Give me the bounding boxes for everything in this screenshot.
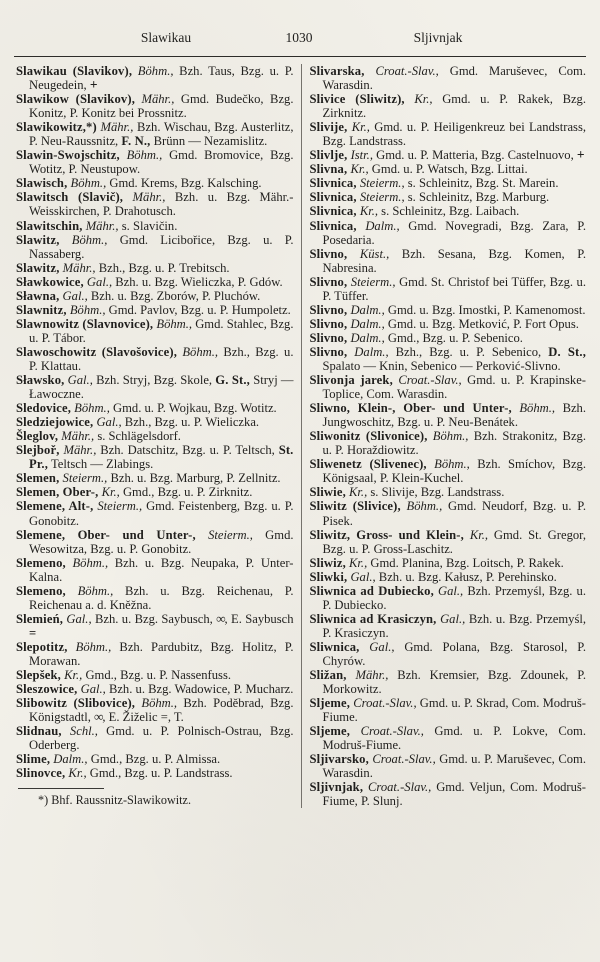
- footnote-text: *) Bhf. Raussnitz-Slawikowitz.: [38, 793, 192, 808]
- gazetteer-entry: [16, 415, 294, 429]
- entry-region: Mähr.,: [135, 92, 175, 107]
- entry-text: Gmd. Planina, Bzg. Loitsch, P. Rakek.: [367, 555, 564, 570]
- entry-text: Gmd. Wesowitza, Bzg. u. P. Gonobitz.: [29, 527, 294, 556]
- entry-headword: Sliwitz (Slivice),: [309, 499, 401, 514]
- gazetteer-entry: [16, 696, 294, 724]
- entry-text: Bzh. Pardubitz, Bzg. Holitz, P. Morawan.: [29, 639, 294, 668]
- gazetteer-entry: [16, 289, 294, 303]
- entry-region: Gal.,: [436, 611, 466, 626]
- entry-region: Mähr.,: [346, 668, 389, 683]
- entry-headword: Slemene, Alt-,: [16, 499, 94, 514]
- entry-text: Bzh. u. Bzg. Zborów, P. Pluchów.: [87, 288, 261, 303]
- entry-text: Spalato — Knin, Sebenico — Perković-Slivno.: [322, 358, 561, 373]
- entry-text: Bzh. Przemyśl, Bzg. u. P. Dubiecko.: [322, 583, 586, 612]
- entry-text: Gmd., Bzg. u. P. Almissa.: [87, 752, 221, 767]
- entry-headword: Slawitz,: [16, 232, 60, 247]
- entry-headword: Slivno,: [309, 330, 348, 345]
- entry-headword: Slibowitz (Slibovice),: [16, 696, 136, 711]
- gazetteer-entry: [309, 373, 586, 401]
- gazetteer-entry: [16, 190, 294, 218]
- entry-text: Bzh. u. Bzg. Kałusz, P. Perehinsko.: [375, 569, 557, 584]
- entry-text: Gmd., Bzg. u. P. Nassenfuss.: [82, 668, 231, 683]
- entry-text: Gmd. Veljun, Com. Modruš-Fiume, P. Slunj.: [322, 780, 587, 809]
- entry-headword: Slawin-Swojschitz,: [16, 148, 120, 163]
- entry-region: Mähr.,: [58, 429, 95, 444]
- entry-region: Dalm.,: [356, 218, 400, 233]
- gazetteer-entry: [309, 640, 586, 668]
- entry-headword: Sliwitz, Gross- und Klein-,: [309, 527, 464, 542]
- gazetteer-entry: [309, 64, 586, 92]
- header-right-keyword: Sljivnjak: [413, 30, 463, 45]
- entry-region: Mähr.,: [59, 443, 97, 458]
- entry-text: s. Slivije, Bzg. Landstrass.: [367, 485, 505, 500]
- entry-text: Bzh. Stryj, Bzg. Skole,: [92, 373, 216, 388]
- entry-region: Steierm.,: [356, 176, 405, 191]
- entry-headword: St. Pr.,: [29, 443, 294, 472]
- entry-text: Gmd. Bromovice, Bzg. Wotitz, P. Neustupow.: [29, 148, 294, 177]
- entry-headword: Slivnica,: [309, 176, 357, 191]
- gazetteer-entry: [16, 766, 294, 780]
- entry-region: Kr.,: [345, 485, 368, 500]
- entry-headword: Slivno,: [309, 344, 348, 359]
- entry-text: s. Schleinitz, Bzg. Laibach.: [378, 204, 520, 219]
- entry-text: Gmd., Bzg. u. P. Landstrass.: [86, 766, 233, 781]
- gazetteer-entry: [309, 219, 586, 247]
- header-rule: [14, 56, 586, 57]
- entry-text: Bzh., Bzg. u. P. Sebenico,: [388, 344, 549, 359]
- gazetteer-entry: [309, 92, 586, 120]
- entry-headword: Sledovice,: [16, 401, 72, 416]
- gazetteer-entry: [16, 471, 294, 485]
- entry-region: Kr.,: [463, 527, 489, 542]
- entry-headword: Slivnica,: [309, 204, 357, 219]
- entry-region: Croat.-Slav.,: [364, 64, 439, 78]
- entry-text: Gmd. u. P. Rakek, Bzg. Zirknitz.: [322, 92, 586, 121]
- entry-headword: Slawikau (Slavikov),: [16, 64, 133, 78]
- entry-headword: Slivarska,: [309, 64, 365, 78]
- entry-headword: D. St.,: [548, 344, 587, 359]
- entry-headword: Slidnau,: [16, 724, 62, 739]
- entry-headword: Slawoschowitz (Slavošovice),: [16, 344, 177, 359]
- entry-region: Dalm.,: [347, 316, 385, 331]
- entry-headword: Sławsko,: [16, 373, 65, 388]
- entry-region: Kr.,: [60, 668, 83, 683]
- gazetteer-entry: [16, 345, 294, 373]
- entry-region: Croat.-Slav.,: [392, 373, 462, 388]
- entry-list-right: [309, 64, 586, 808]
- gazetteer-entry: [309, 148, 586, 162]
- entry-region: Böhm.,: [119, 148, 163, 163]
- entry-headword: Slawisch,: [16, 176, 68, 191]
- entry-region: Böhm.,: [177, 344, 219, 359]
- entry-region: Böhm.,: [59, 232, 108, 247]
- entry-region: Gal.,: [63, 611, 92, 626]
- entry-region: Croat.-Slav.,: [368, 752, 436, 767]
- entry-headword: Šleglov,: [16, 429, 59, 444]
- entry-headword: Slemen, Ober-,: [16, 485, 99, 500]
- gazetteer-entry: [16, 275, 294, 289]
- gazetteer-entry: [16, 303, 294, 317]
- gazetteer-entry: [16, 752, 294, 766]
- gazetteer-entry: [16, 612, 294, 640]
- entry-region: Steierm.,: [347, 274, 396, 289]
- entry-text: Gmd. u. P. Krapinske-Toplice, Com. Warasdin.: [322, 373, 586, 402]
- entry-text: s. Schlägelsdorf.: [94, 429, 181, 444]
- entry-text: Bzh. u. Bzg. Neupaka, P. Unter-Kalna.: [29, 555, 294, 584]
- entry-region: Kr.,: [404, 92, 433, 107]
- gazetteer-entry: [309, 556, 586, 570]
- entry-headword: Sliwiz,: [309, 555, 346, 570]
- entry-text: Gmd. u. P. Heiligenkreuz bei Landstrass, Bzg. Landstrass.: [322, 120, 587, 149]
- gazetteer-entry: [309, 176, 586, 190]
- cross-symbol: +: [89, 77, 98, 93]
- gazetteer-entry: [16, 92, 294, 120]
- tel-symbol: ∞: [94, 709, 103, 725]
- entry-text: Gmd. Feistenberg, Bzg. u. P. Gonobitz.: [29, 499, 294, 528]
- entry-text: Brünn — Nezamislitz.: [150, 134, 268, 149]
- entry-text: , E. Saybusch: [224, 611, 294, 626]
- entry-headword: Slawnitz,: [16, 302, 67, 317]
- gazetteer-entry: [309, 752, 586, 780]
- entry-text: s. Schleinitz, Bzg. Marburg.: [404, 190, 550, 205]
- entry-headword: Slivije,: [309, 120, 348, 135]
- entry-text: Gmd. u. P. Maruševec, Com. Warasdin.: [322, 752, 586, 781]
- entry-text: s. Slavičin.: [118, 218, 178, 233]
- entry-headword: Slivno,: [309, 246, 348, 261]
- entry-headword: Sliwnica,: [309, 639, 360, 654]
- entry-text: Gmd. St. Gregor, Bzg. u. P. Gross-Laschitz.: [322, 527, 586, 556]
- gazetteer-entry: [309, 570, 586, 584]
- entry-text: Bzh. Poděbrad, Bzg. Königstadtl,: [29, 696, 294, 725]
- entry-region: Kr.,: [356, 204, 379, 219]
- entry-region: Kr.,: [345, 555, 368, 570]
- entry-region: Mähr.,: [96, 120, 134, 135]
- entry-region: Dalm.,: [50, 752, 88, 767]
- gazetteer-entry: [16, 64, 294, 92]
- entry-text: Gmd. u. P. Matteria, Bzg. Castelnuovo,: [372, 148, 577, 163]
- entry-text: Gmd. u. Bzg. Imostki, P. Kamenomost.: [384, 302, 586, 317]
- entry-headword: Sližan,: [309, 668, 347, 683]
- entry-headword: Slivno,: [309, 302, 348, 317]
- entry-headword: Slejboř,: [16, 443, 60, 458]
- entry-text: Gmd. u. P. Skrad, Com. Modruš-Fiume.: [322, 696, 586, 725]
- gazetteer-entry: [16, 443, 294, 471]
- gazetteer-entry: [309, 162, 586, 176]
- entry-text: Gmd., Bzg. u. P. Zirknitz.: [119, 485, 253, 500]
- entry-region: Steierm.,: [356, 190, 405, 205]
- entry-headword: Sliwenetz (Slivenec),: [309, 457, 427, 472]
- gazetteer-entry: [309, 204, 586, 218]
- gazetteer-entry: [16, 373, 294, 401]
- entry-headword: Slawnowitz (Slavnovice),: [16, 316, 154, 331]
- entry-text: Bzh. Strakonitz, Bzg. u. P. Horaždiowitz.: [322, 429, 586, 458]
- entry-text: Bzh. Jungwoschitz, Bzg. u. P. Neu-Benátek.: [322, 401, 586, 430]
- entry-region: Schl.,: [61, 724, 98, 739]
- entry-text: Bzh. Taus, Bzg. u. P. Neugedein,: [29, 64, 294, 93]
- entry-region: Böhm.,: [400, 499, 443, 514]
- entry-headword: Slivnica,: [309, 190, 357, 205]
- entry-headword: Sliwki,: [309, 569, 348, 584]
- entry-text: Gmd. u. P. Polnisch-Ostrau, Bzg. Oderberg.: [29, 724, 294, 753]
- gazetteer-entry: [16, 485, 294, 499]
- entry-text: Gmd. u. P. Wojkau, Bzg. Wotitz.: [109, 401, 277, 416]
- entry-headword: Sliwnica ad Krasiczyn,: [309, 611, 437, 626]
- entry-region: Kr.,: [347, 120, 370, 135]
- tel-symbol: ∞: [216, 610, 225, 626]
- entry-headword: Sliwno, Klein-, Ober- und Unter-,: [309, 401, 512, 416]
- footnote-rule: [18, 788, 104, 789]
- page-number: 1030: [285, 30, 313, 45]
- gazetteer-entry: [309, 190, 586, 204]
- entry-headword: Slivno,: [309, 316, 348, 331]
- entry-text: Bzh., Bzg. u. P. Wieliczka.: [121, 415, 260, 430]
- gazetteer-entry: [16, 401, 294, 415]
- gazetteer-entry: [309, 303, 586, 317]
- entry-region: Kr.,: [98, 485, 120, 500]
- entry-region: Böhm.,: [135, 696, 178, 711]
- entry-region: Gal.,: [359, 639, 395, 654]
- gazetteer-entry: [16, 640, 294, 668]
- entry-text: Bzh. u. Bzg. Przemyśl, P. Krasiczyn.: [322, 611, 586, 640]
- entry-text: s. Schleinitz, Bzg. St. Marein.: [404, 176, 559, 191]
- gazetteer-entry: [309, 275, 586, 303]
- entry-region: Gal.,: [77, 682, 106, 697]
- entry-text: Bzh. u. Bzg. Mähr.-Weisskirchen, P. Drahotusch.: [29, 190, 294, 219]
- entry-headword: Sljeme,: [309, 724, 351, 739]
- entry-region: Gal.,: [64, 373, 93, 388]
- entry-text: Gmd. Licibořice, Bzg. u. P. Nassaberg.: [29, 232, 294, 261]
- entry-headword: Slinovce,: [16, 766, 66, 781]
- entry-region: Gal.,: [59, 288, 88, 303]
- entry-headword: Sledziejowice,: [16, 415, 94, 430]
- gazetteer-entry: [309, 485, 586, 499]
- gazetteer-entry: [16, 233, 294, 261]
- gazetteer-entry: [16, 317, 294, 345]
- entry-region: Böhm.,: [67, 176, 107, 191]
- gazetteer-entry: [309, 499, 586, 527]
- entry-region: Böhm.,: [153, 316, 193, 331]
- gazetteer-entry: [309, 331, 586, 345]
- gazetteer-entry: [309, 401, 586, 429]
- entry-headword: Sliwonitz (Slivonice),: [309, 429, 428, 444]
- gazetteer-entry: [309, 345, 586, 373]
- entry-region: Küst.,: [347, 246, 390, 261]
- gazetteer-entry: [16, 724, 294, 752]
- entry-region: Steierm.,: [59, 471, 108, 486]
- entry-list-left: [16, 64, 294, 780]
- entry-region: Gal.,: [83, 274, 113, 289]
- rail-symbol: =: [29, 625, 36, 640]
- entry-text: Gmd. u. P. Lokve, Com. Modruš-Fiume.: [322, 724, 586, 753]
- entry-text: Bzh. Sesana, Bzg. Komen, P. Nabresina.: [322, 246, 586, 275]
- text-columns: [16, 64, 586, 808]
- entry-text: Gmd. Stahlec, Bzg. u. P. Tábor.: [29, 316, 294, 345]
- entry-text: Bzh. Datschitz, Bzg. u. P. Teltsch,: [96, 443, 279, 458]
- column-left: [16, 64, 301, 808]
- entry-text: Gmd. Novegradi, Bzg. Zara, P. Posedaria.: [322, 218, 586, 247]
- entry-region: Böhm.,: [67, 639, 112, 654]
- entry-region: Mähr.,: [82, 218, 119, 233]
- gazetteer-entry: [309, 696, 586, 724]
- entry-headword: Sljivarsko,: [309, 752, 369, 767]
- entry-region: Böhm.,: [427, 429, 469, 444]
- gazetteer-entry: [16, 499, 294, 527]
- entry-region: Croat.-Slav.,: [350, 724, 424, 739]
- gazetteer-entry: [16, 120, 294, 148]
- column-right: [301, 64, 586, 808]
- entry-headword: Slemen,: [16, 471, 60, 486]
- entry-headword: Slivno,: [309, 274, 348, 289]
- gazetteer-entry: [309, 120, 586, 148]
- gazetteer-entry: [16, 556, 294, 584]
- gazetteer-entry: [309, 457, 586, 485]
- gazetteer-entry: [16, 219, 294, 233]
- entry-region: Gal.,: [93, 415, 122, 430]
- entry-text: , E. Žiželic =, T.: [102, 710, 184, 725]
- gazetteer-entry: [16, 528, 294, 556]
- entry-region: Dalm.,: [347, 302, 385, 317]
- gazetteer-entry: [309, 612, 586, 640]
- entry-text: Gmd. St. Christof bei Tüffer, Bzg. u. P. Tüffer.: [322, 274, 586, 303]
- gazetteer-entry: [16, 584, 294, 612]
- entry-text: Gmd. Neudorf, Bzg. u. P. Pisek.: [322, 499, 586, 528]
- entry-headword: Slivonja jarek,: [309, 373, 393, 388]
- entry-text: Bzh. Kremsier, Bzg. Zdounek, P. Morkowitz.: [322, 668, 586, 697]
- entry-region: Dalm.,: [347, 330, 385, 345]
- gazetteer-entry: [16, 668, 294, 682]
- entry-region: Böhm.,: [65, 583, 114, 598]
- entry-text: Gmd. Budečko, Bzg. Konitz, P. Konitz bei Prossnitz.: [29, 92, 294, 121]
- entry-text: Bzh. Smíchov, Bzg. Königsaal, P. Klein-Kuchel.: [322, 457, 586, 486]
- entry-headword: Slawikowitz,*): [16, 120, 97, 135]
- gazetteer-entry: [16, 261, 294, 275]
- entry-headword: Slawitsch (Slavič),: [16, 190, 124, 205]
- entry-text: Teltsch — Zlabings.: [48, 457, 154, 472]
- gazetteer-entry: [309, 317, 586, 331]
- entry-region: Böhm.,: [511, 401, 556, 416]
- entry-headword: F. N.,: [121, 134, 151, 149]
- gazetteer-entry: [309, 724, 586, 752]
- gazetteer-entry: [16, 429, 294, 443]
- entry-headword: Sliwie,: [309, 485, 346, 500]
- entry-region: Mähr.,: [123, 190, 166, 205]
- gazetteer-entry: [309, 429, 586, 457]
- entry-headword: Slivna,: [309, 162, 348, 177]
- entry-headword: Slemień,: [16, 611, 64, 626]
- entry-region: Böhm.,: [132, 64, 174, 78]
- entry-headword: Sławna,: [16, 288, 60, 303]
- entry-text: Stryj — Ławoczne.: [29, 373, 294, 402]
- entry-headword: Slivnica,: [309, 218, 357, 233]
- gazetteer-entry: [309, 528, 586, 556]
- entry-text: Gmd. Maruševec, Com. Warasdin.: [322, 64, 586, 93]
- gazetteer-entry: [309, 247, 586, 275]
- entry-region: Kr.,: [347, 162, 369, 177]
- entry-headword: Sljivnjak,: [309, 780, 364, 795]
- entry-text: Bzh. u. Bzg. Marburg, P. Zellnitz.: [107, 471, 281, 486]
- entry-headword: Slemene, Ober- und Unter-,: [16, 527, 196, 542]
- entry-region: Istr.,: [347, 148, 373, 163]
- entry-region: Kr.,: [65, 766, 87, 781]
- entry-text: Bzh. u. Bzg. Wieliczka, P. Gdów.: [112, 274, 283, 289]
- entry-region: Croat.-Slav.,: [363, 780, 432, 795]
- entry-headword: Sljeme,: [309, 696, 351, 711]
- entry-headword: Slawitschin,: [16, 218, 83, 233]
- gazetteer-entry: [309, 584, 586, 612]
- running-head: [0, 30, 600, 48]
- entry-region: Böhm.,: [65, 555, 109, 570]
- entry-headword: Slemeno,: [16, 583, 66, 598]
- entry-region: Gal.,: [347, 569, 376, 584]
- entry-text: Bzh. u. Bzg. Saybusch,: [91, 611, 217, 626]
- entry-region: Mähr.,: [59, 260, 96, 275]
- gazetteer-entry: [309, 668, 586, 696]
- entry-text: Gmd. Polana, Bzg. Starosol, P. Chyrów.: [322, 639, 586, 668]
- entry-headword: Slawitz,: [16, 260, 60, 275]
- entry-text: Gmd. Pavlov, Bzg. u. P. Humpoletz.: [105, 302, 291, 317]
- entry-region: Böhm.,: [66, 302, 106, 317]
- gazetteer-entry: [16, 682, 294, 696]
- entry-headword: Slime,: [16, 752, 51, 767]
- entry-headword: Slivlje,: [309, 148, 348, 163]
- gazetteer-entry: [16, 176, 294, 190]
- entry-region: Gal.,: [433, 583, 464, 598]
- entry-region: Croat.-Slav.,: [350, 696, 417, 711]
- entry-headword: Sleszowice,: [16, 682, 78, 697]
- entry-headword: Sliwnica ad Dubiecko,: [309, 583, 434, 598]
- entry-text: Bzh., Bzg. u. P. Trebitsch.: [95, 260, 230, 275]
- entry-headword: Slepšek,: [16, 668, 61, 683]
- entry-headword: Slemeno,: [16, 555, 66, 570]
- entry-region: Böhm.,: [71, 401, 110, 416]
- entry-headword: Sławkowice,: [16, 274, 84, 289]
- entry-region: Böhm.,: [426, 457, 470, 472]
- entry-region: Dalm.,: [347, 344, 389, 359]
- entry-headword: Slepotitz,: [16, 639, 68, 654]
- entry-region: Steierm.,: [93, 499, 143, 514]
- entry-region: Steierm.,: [195, 527, 253, 542]
- gazetteer-entry: [309, 780, 586, 808]
- entry-text: Bzh. u. Bzg. Reichenau, P. Reichenau a. d. Kněžna.: [29, 583, 294, 612]
- entry-text: Gmd. Krems, Bzg. Kalsching.: [106, 176, 262, 191]
- cross-symbol: +: [576, 147, 585, 163]
- gazetteer-entry: [16, 148, 294, 176]
- entry-headword: Slawikow (Slavikov),: [16, 92, 135, 107]
- entry-text: Gmd. u. P. Watsch, Bzg. Littai.: [368, 162, 528, 177]
- entry-text: Gmd. u. Bzg. Metković, P. Fort Opus.: [384, 316, 579, 331]
- header-left-keyword: Slawikau: [140, 30, 192, 45]
- entry-headword: G. St.,: [215, 373, 250, 388]
- entry-text: Bzh., Bzg. u. P. Klattau.: [29, 344, 294, 373]
- entry-headword: Slivice (Sliwitz),: [309, 92, 405, 107]
- entry-text: Bzh. Wischau, Bzg. Austerlitz, P. Neu-Raussnitz,: [29, 120, 294, 149]
- entry-text: Bzh. u. Bzg. Wadowice, P. Mucharz.: [105, 682, 294, 697]
- entry-text: Gmd., Bzg. u. P. Sebenico.: [384, 330, 523, 345]
